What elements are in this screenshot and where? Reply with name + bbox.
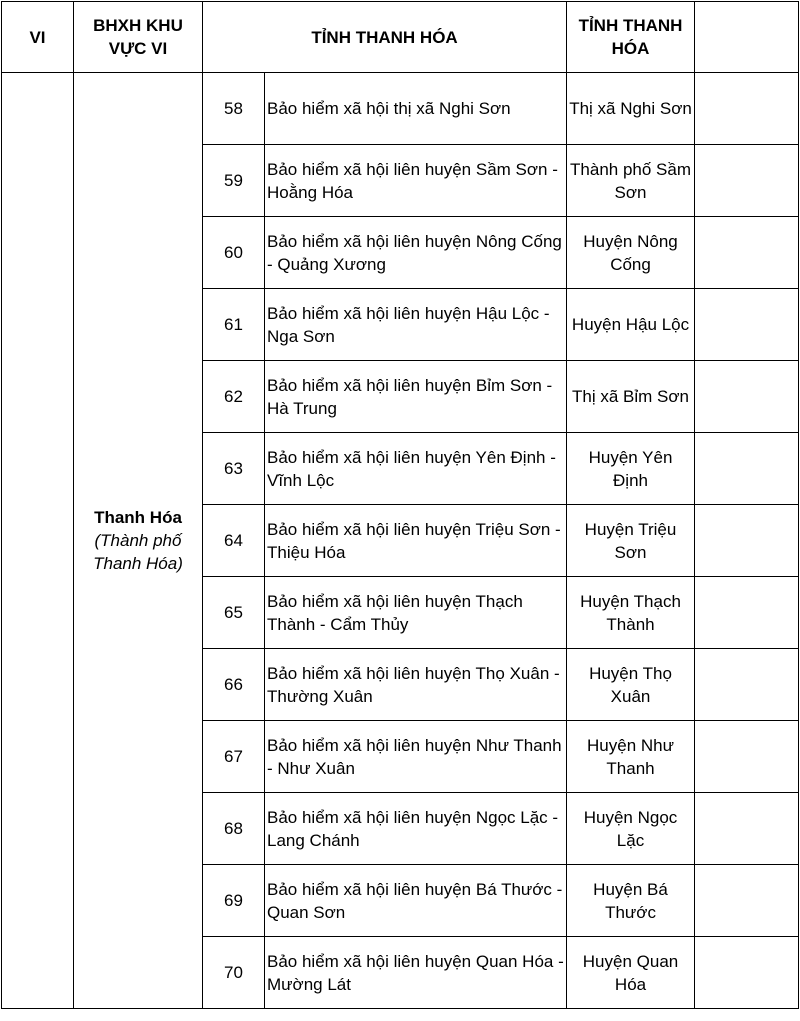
location: Thành phố Sầm Sơn: [567, 145, 695, 217]
table-row: [2, 73, 799, 145]
unit-name: Bảo hiểm xã hội liên huyện Quan Hóa - Mường Lát: [265, 937, 567, 1009]
unit-name: Bảo hiểm xã hội liên huyện Bá Thước - Quan Sơn: [265, 865, 567, 937]
row-number: 61: [203, 289, 265, 361]
province-name: Thanh Hóa: [94, 508, 182, 527]
extra-cell: [695, 649, 799, 721]
province-city: (Thành phố Thanh Hóa): [93, 531, 183, 573]
row-number: 65: [203, 577, 265, 649]
extra-cell: [695, 793, 799, 865]
row-number: 59: [203, 145, 265, 217]
row-number: 63: [203, 433, 265, 505]
province-cell: [74, 73, 203, 1009]
unit-name: Bảo hiểm xã hội liên huyện Yên Định - Vĩnh Lộc: [265, 433, 567, 505]
extra-cell: [695, 865, 799, 937]
unit-name: Bảo hiểm xã hội liên huyện Ngọc Lặc - Lang Chánh: [265, 793, 567, 865]
row-number: 58: [203, 73, 265, 145]
header-unit: TỈNH THANH HÓA: [203, 2, 567, 73]
row-number: 70: [203, 937, 265, 1009]
location: Huyện Yên Định: [567, 433, 695, 505]
extra-cell: [695, 217, 799, 289]
unit-name: Bảo hiểm xã hội liên huyện Hậu Lộc - Nga Sơn: [265, 289, 567, 361]
extra-cell: [695, 361, 799, 433]
extra-cell: [695, 721, 799, 793]
location: Huyện Hậu Lộc: [567, 289, 695, 361]
location: Huyện Ngọc Lặc: [567, 793, 695, 865]
unit-name: Bảo hiểm xã hội liên huyện Thọ Xuân - Thường Xuân: [265, 649, 567, 721]
unit-name: Bảo hiểm xã hội liên huyện Thạch Thành - Cẩm Thủy: [265, 577, 567, 649]
header-extra: [695, 2, 799, 73]
social-insurance-table: [1, 1, 799, 1009]
unit-name: Bảo hiểm xã hội liên huyện Bỉm Sơn - Hà Trung: [265, 361, 567, 433]
region-cell: [2, 73, 74, 1009]
location: Huyện Nông Cống: [567, 217, 695, 289]
row-number: 67: [203, 721, 265, 793]
row-number: 69: [203, 865, 265, 937]
unit-name: Bảo hiểm xã hội liên huyện Nông Cống - Quảng Xương: [265, 217, 567, 289]
extra-cell: [695, 289, 799, 361]
extra-cell: [695, 433, 799, 505]
extra-cell: [695, 145, 799, 217]
extra-cell: [695, 937, 799, 1009]
location: Huyện Như Thanh: [567, 721, 695, 793]
location: Huyện Triệu Sơn: [567, 505, 695, 577]
extra-cell: [695, 73, 799, 145]
row-number: 62: [203, 361, 265, 433]
header-region: VI: [2, 2, 74, 73]
location: Huyện Quan Hóa: [567, 937, 695, 1009]
row-number: 68: [203, 793, 265, 865]
location: Thị xã Nghi Sơn: [567, 73, 695, 145]
table-header-row: [2, 2, 799, 73]
unit-name: Bảo hiểm xã hội liên huyện Triệu Sơn - Thiệu Hóa: [265, 505, 567, 577]
unit-name: Bảo hiểm xã hội thị xã Nghi Sơn: [265, 73, 567, 145]
location: Huyện Bá Thước: [567, 865, 695, 937]
location: Huyện Thạch Thành: [567, 577, 695, 649]
location: Thị xã Bỉm Sơn: [567, 361, 695, 433]
row-number: 66: [203, 649, 265, 721]
extra-cell: [695, 505, 799, 577]
unit-name: Bảo hiểm xã hội liên huyện Sầm Sơn - Hoằng Hóa: [265, 145, 567, 217]
header-place: TỈNH THANH HÓA: [567, 2, 695, 73]
row-number: 60: [203, 217, 265, 289]
row-number: 64: [203, 505, 265, 577]
header-area: BHXH KHU VỰC VI: [74, 2, 203, 73]
unit-name: Bảo hiểm xã hội liên huyện Như Thanh - Như Xuân: [265, 721, 567, 793]
extra-cell: [695, 577, 799, 649]
location: Huyện Thọ Xuân: [567, 649, 695, 721]
